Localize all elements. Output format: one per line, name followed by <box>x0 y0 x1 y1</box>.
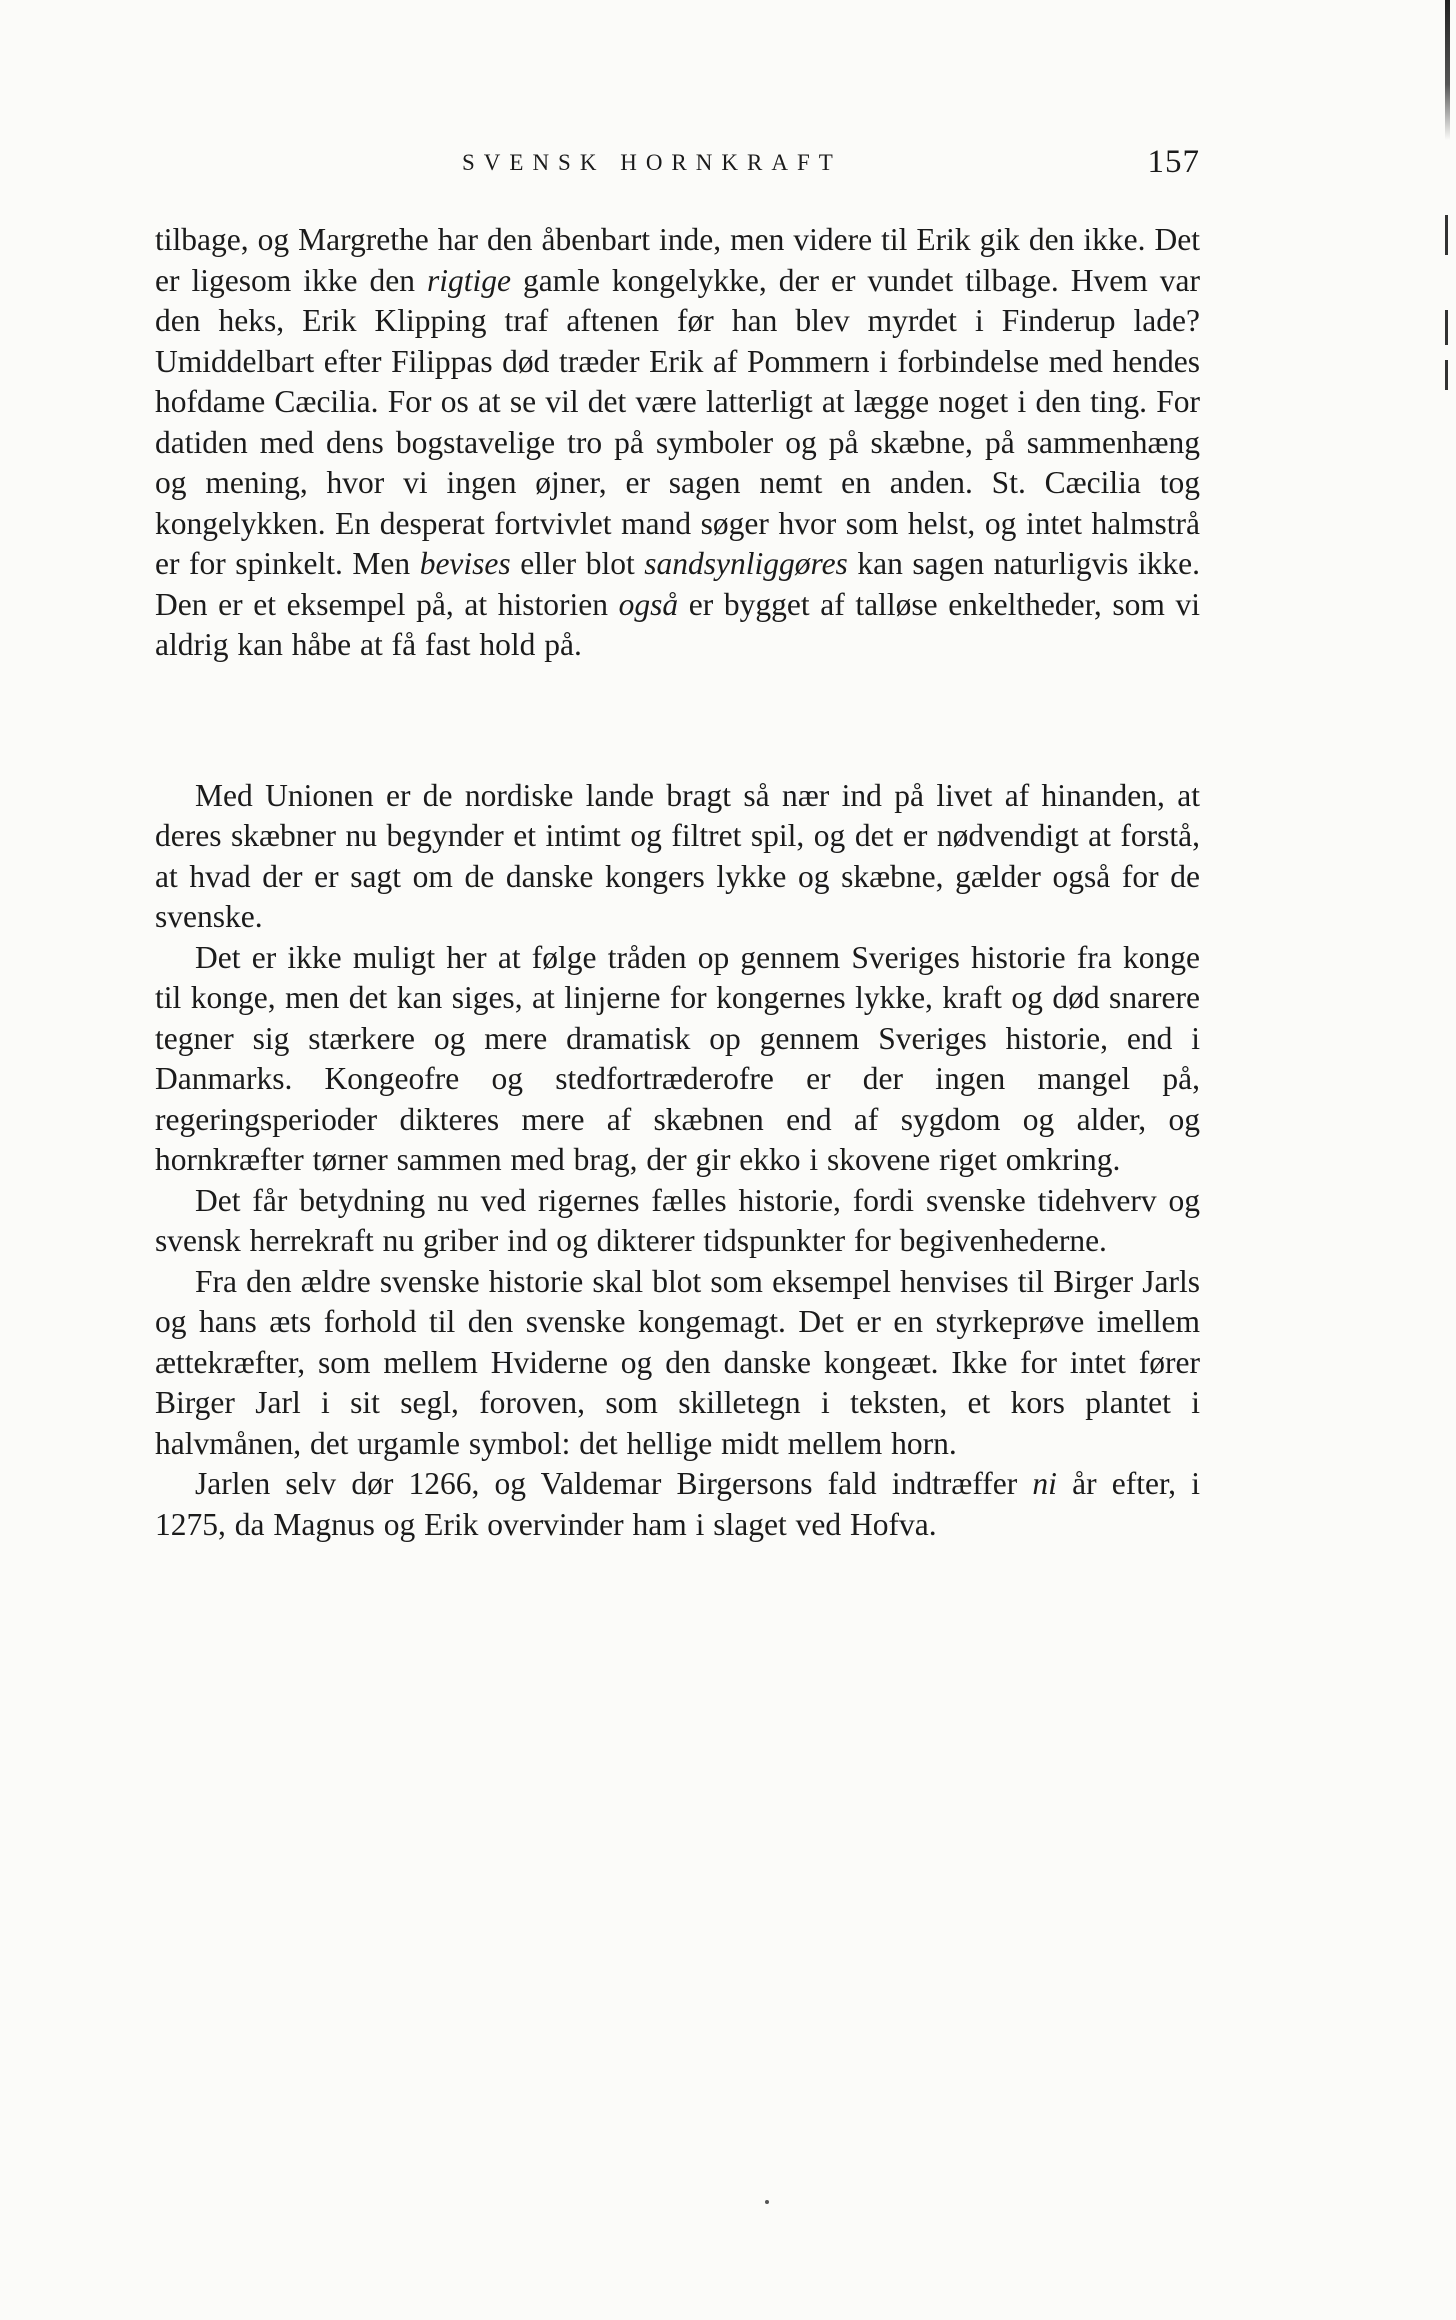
italic-emphasis: bevises <box>419 546 511 581</box>
paragraph: Fra den ældre svenske historie skal blot som eksempel henvises til Birger Jarls og hans æts forhold til den svenske kongemagt. Det er en styrkeprøve imellem ættekræfter, som mellem Hviderne og den danske kongeæt. Ikke for intet fører Birger Jarl i sit segl, foroven, som skilletegn i teksten, et kors plantet i halvmånen, det urgamle symbol: det hellige midt mellem horn. <box>155 1263 1200 1461</box>
book-page <box>155 140 1200 1545</box>
paragraph: Med Unionen er de nordiske lande bragt så nær ind på livet af hinanden, at deres skæbner nu begynder et intimt og filtret spil, og det er nødvendigt at forstå, at hvad der er sagt om de danske kongers lykke og skæbne, gælder også for de svenske. <box>155 777 1200 934</box>
italic-emphasis: også <box>618 586 679 622</box>
running-head-title: SVENSK HORNKRAFT <box>462 150 842 175</box>
paragraph-continuation: tilbage, og Margrethe har den åbenbart inde, men videre til Erik gik den ikke. Det er ligesom ikke den rigtige gamle kongelykke, der er vundet tilbage. Hvem var den heks, Erik Klipping traf aftenen før han blev myrdet i Finderup lade? Umiddelbart efter Filippas død træder Erik af Pommern i forbindelse med hendes hofdame Cæcilia. For os at se vil det være latterligt at lægge noget i den ting. For datiden med dens bogstavelige tro på symboler og på skæbne, på sammenhæng og mening, hvor vi ingen øjner, er sagen nemt en anden. St. Cæcilia tog kongelykken. En desperat fortvivlet mand søger hvor som helst, og intet halmstrå er for spinkelt. Men bevises eller blot sandsynliggøres kan sagen naturligvis ikke. Den er et eksempel på, at historien også er bygget af talløse enkeltheder, som vi aldrig kan håbe at få fast hold på. <box>155 222 1201 662</box>
paragraph: Det får betydning nu ved rigernes fælles historie, fordi svenske tidehverv og svensk herrekraft nu griber ind og dikterer tidspunkter for begivenhederne. <box>155 1182 1200 1258</box>
italic-emphasis: sandsynliggøres <box>644 546 848 581</box>
section-break <box>155 666 1200 776</box>
page-edge-mark <box>1445 215 1448 255</box>
page-edge-mark <box>1445 310 1448 345</box>
page-edge-shadow <box>1445 0 1450 140</box>
page-edge-mark <box>1445 360 1448 390</box>
paper-speck <box>765 2200 769 2204</box>
italic-emphasis: rigtige <box>426 262 511 298</box>
page-number: 157 <box>1147 144 1200 180</box>
running-head <box>155 140 1200 200</box>
paragraph: Jarlen selv dør 1266, og Valdemar Birgersons fald indtræffer ni år efter, i 1275, da Magnus og Erik overvinder ham i slaget ved Hofva. <box>155 1466 1200 1542</box>
italic-emphasis: ni <box>1032 1466 1057 1501</box>
paragraph: Det er ikke muligt her at følge tråden op gennem Sveriges historie fra konge til konge, men det kan siges, at linjerne for kongernes lykke, kraft og død snarere tegner sig stærkere og mere dramatisk op gennem Sveriges historie, end i Danmarks. Kongeofre og stedfortræderofre er der ingen mangel på, regeringsperioder dikteres mere af skæbnen end af sygdom og alder, og hornkræfter tørner sammen med brag, der gir ekko i skovene riget omkring. <box>155 939 1200 1177</box>
